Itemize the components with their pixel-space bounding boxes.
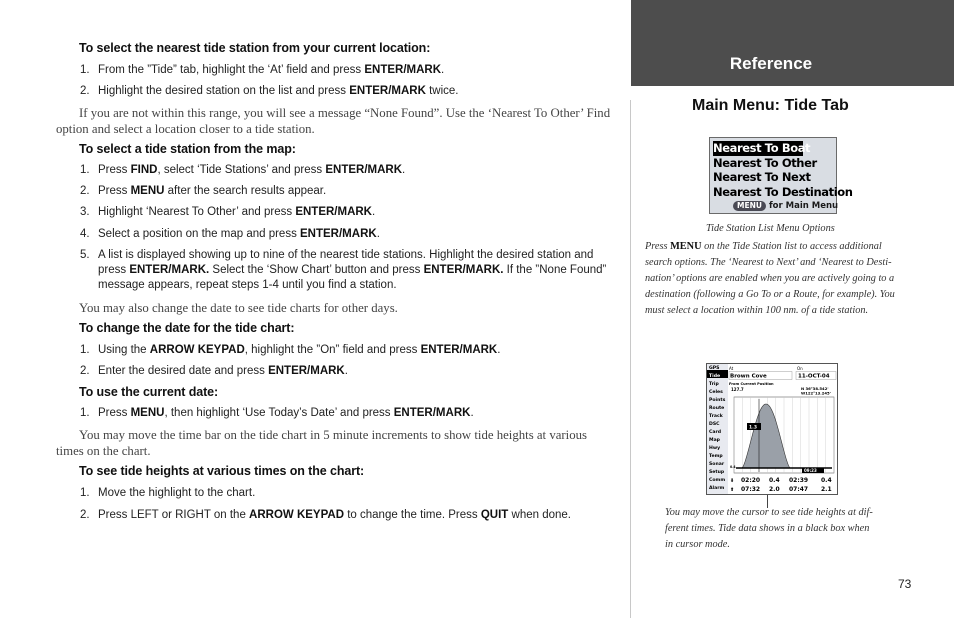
key-name: ENTER/MARK [325, 164, 403, 176]
cursor-time: 09:23 [804, 468, 817, 474]
column-divider [630, 100, 631, 618]
menu-option-nearest-to-destination: Nearest To Destination [713, 184, 853, 199]
row2-height1: 2.0 [769, 486, 780, 493]
row2-time1: 07:32 [741, 486, 761, 493]
key-name: MENU [130, 185, 165, 197]
tab-card: Card [709, 430, 722, 435]
list-item [80, 163, 620, 178]
list-text [98, 486, 620, 501]
list-item [80, 63, 620, 78]
tab-hwy: Hwy [709, 446, 721, 451]
key-name: ENTER/MARK [295, 206, 372, 218]
list-text [98, 63, 620, 78]
row1-time2: 02:39 [789, 477, 809, 484]
text-run: twice. [425, 85, 459, 97]
text-run: after the search results appear. [164, 185, 327, 197]
text-run: Move the highlight to the chart. [98, 487, 256, 499]
key-name: MENU [130, 407, 165, 419]
sec4-note: You may move the time bar on the tide chart in 5 minute increments to show tide heights at various times on the chart. [56, 428, 587, 458]
text-run: . [470, 407, 474, 419]
key-name: ENTER/MARK [393, 407, 471, 419]
list-number: 5. [80, 249, 90, 261]
row1-height1: 0.4 [769, 477, 780, 484]
text-run: when done. [508, 509, 571, 521]
list-text [98, 205, 620, 220]
list-number: 3. [80, 206, 90, 218]
key-name: ARROW KEYPAD [149, 344, 245, 356]
list-number: 1. [80, 64, 90, 76]
list-item [80, 205, 620, 220]
list-text [98, 84, 620, 99]
coord-lat: N 36°38.542' [801, 386, 829, 391]
list-number: 1. [80, 487, 90, 499]
list-number: 2. [80, 185, 90, 197]
sec2-heading: To select a tide station from the map: [79, 142, 296, 156]
row1-height2: 0.4 [821, 477, 832, 484]
list-text [98, 184, 620, 199]
list-text [98, 248, 620, 293]
tab-map: Map [709, 438, 720, 443]
text-run: . [344, 365, 348, 377]
tide-chart-svg [707, 364, 837, 494]
sidebar-title: Main Menu: Tide Tab [692, 97, 849, 114]
text-run: . [371, 206, 376, 218]
text-run: A list is displayed showing up to nine of the nearest tide stations. Highlight the desired station and press [98, 249, 594, 276]
tide-chart-screenshot [706, 363, 838, 495]
list-item [80, 508, 620, 523]
menu-option-nearest-to-next: Nearest To Next [713, 170, 811, 185]
desc-press: Press [645, 241, 671, 252]
text-run: . [497, 344, 501, 356]
sec2-note: You may also change the date to see tide charts for other days. [79, 301, 398, 315]
menu-footer [713, 201, 839, 213]
text-run: Highlight ‘Nearest To Other’ and press [98, 206, 296, 218]
section-header-band [631, 0, 954, 86]
text-run: , then highlight ‘Use Today’s Date’ and press [164, 407, 394, 419]
tab-celes: Celes [709, 390, 723, 395]
list-text [98, 343, 620, 358]
at-value: Brown Cove [730, 373, 767, 380]
list-number: 1. [80, 407, 90, 419]
tab-temp: Temp [709, 454, 723, 459]
key-name: FIND [130, 164, 158, 176]
text-run: Press [98, 185, 131, 197]
menu-footer-text: for Main Menu [768, 201, 839, 211]
up-arrow-icon: ⬆ [730, 487, 735, 493]
desc-line-1: on the Tide Station list to access additional [704, 241, 882, 252]
at-label: At [729, 366, 734, 371]
menu-key-icon: MENU [733, 201, 766, 211]
list-text [98, 364, 620, 379]
tab-dsc: DSC [709, 422, 720, 427]
desc2-line-3: in cursor mode. [665, 539, 730, 550]
sec4-heading: To use the current date: [79, 385, 219, 399]
desc-line-2: search options. The ‘Nearest to Next’ and ‘Nearest to Desti- [645, 257, 892, 268]
text-run: Using the [98, 344, 150, 356]
tide-station-menu-screenshot [709, 137, 853, 214]
sec1-note: If you are not within this range, you will see a message “None Found”. Use the ‘Nearest To Other’ Find option and select a location closer to a tide station. [56, 106, 611, 136]
key-name: ENTER/MARK. [423, 264, 504, 276]
key-name: ENTER/MARK [364, 64, 442, 76]
text-run: If the ”None Found” message appears, repeat steps 1-4 until you find a station. [98, 264, 607, 291]
list-text [98, 508, 620, 523]
tab-route: Route [709, 406, 725, 411]
row2-height2: 2.1 [821, 486, 832, 493]
text-run: Press LEFT or RIGHT on the [98, 509, 250, 521]
list-item [80, 406, 620, 421]
tab-trip: Trip [709, 382, 719, 387]
menu-options-list [713, 141, 853, 199]
tab-alarm: Alarm [709, 486, 725, 491]
key-name: ARROW KEYPAD [249, 509, 345, 521]
list-number: 1. [80, 164, 90, 176]
coord-lon: W122°13.245' [801, 390, 831, 396]
list-number: 2. [80, 365, 90, 377]
list-item [80, 343, 620, 358]
sec5-heading: To see tide heights at various times on the chart: [79, 464, 365, 478]
desc-line-4: destination (following a Go To or a Route, for example). You [645, 289, 895, 300]
tab-tide: Tide [709, 374, 721, 379]
text-run: Select the ‘Show Chart’ button and press [209, 264, 424, 276]
desc2-line-1: You may move the cursor to see tide heights at dif- [665, 507, 873, 518]
desc-line-3: nation’ options are enabled when you are actively going to a [645, 273, 895, 284]
sec3-heading: To change the date for the tide chart: [79, 321, 295, 335]
text-run: . [441, 64, 445, 76]
page-number: 73 [898, 577, 912, 591]
desc-menu-key: MENU [670, 241, 702, 252]
on-label: On [797, 366, 803, 371]
text-run: Enter the desired date and press [98, 365, 269, 377]
list-item [80, 84, 620, 99]
text-run: . [376, 228, 380, 240]
key-name: ENTER/MARK [349, 85, 426, 97]
text-run: to change the time. Press [344, 509, 481, 521]
desc2-line-2: ferent times. Tide data shows in a black box when [665, 523, 870, 534]
key-name: ENTER/MARK [268, 365, 345, 377]
list-item [80, 227, 620, 242]
tab-track: Track [709, 414, 723, 419]
tab-setup: Setup [709, 470, 725, 475]
text-run: Press [98, 407, 131, 419]
tide-chart-description [665, 505, 905, 553]
list-text [98, 163, 620, 178]
screenshot-caption: Tide Station List Menu Options [706, 223, 835, 234]
tab-sonar: Sonar [709, 462, 725, 467]
list-number: 2. [80, 509, 90, 521]
text-run: . [402, 164, 406, 176]
cursor-height: 1.3 [749, 425, 757, 431]
list-item [80, 248, 620, 293]
list-text [98, 406, 620, 421]
list-number: 4. [80, 228, 90, 240]
distance: 127.7 [731, 387, 744, 392]
list-number: 1. [80, 344, 90, 356]
text-run: Highlight the desired station on the list and press [98, 85, 350, 97]
menu-option-nearest-to-boat: Nearest To Boat [713, 141, 811, 155]
text-run: , highlight the ”On” field and press [244, 344, 421, 356]
list-item [80, 184, 620, 199]
min-height-label: 0.4 [730, 465, 736, 469]
list-item [80, 364, 620, 379]
down-arrow-icon: ⬇ [730, 478, 735, 484]
list-number: 2. [80, 85, 90, 97]
on-value: 11-OCT-04 [798, 373, 830, 380]
text-run: , select ‘Tide Stations’ and press [157, 164, 326, 176]
tab-comm: Comm [709, 478, 726, 483]
desc-line-5: must select a location within 100 nm. of a tide station. [645, 305, 869, 316]
row1-time1: 02:20 [741, 477, 761, 484]
tab-gps: GPS [709, 366, 720, 371]
row2-time2: 07:47 [789, 486, 809, 493]
sec1-heading: To select the nearest tide station from your current location: [79, 41, 431, 55]
key-name: ENTER/MARK [300, 228, 377, 240]
section-header-title: Reference [729, 54, 813, 73]
text-run: From the ”Tide” tab, highlight the ‘At’ field and press [98, 64, 365, 76]
from-label: From Current Position [729, 382, 774, 386]
tab-points: Points [709, 398, 726, 403]
key-name: QUIT [480, 509, 509, 521]
menu-option-nearest-to-other: Nearest To Other [713, 155, 817, 170]
key-name: ENTER/MARK [420, 344, 498, 356]
list-item [80, 486, 620, 501]
key-name: ENTER/MARK. [129, 264, 210, 276]
text-run: Select a position on the map and press [98, 228, 301, 240]
list-text [98, 227, 620, 242]
menu-description [645, 239, 915, 319]
text-run: Press [98, 164, 131, 176]
